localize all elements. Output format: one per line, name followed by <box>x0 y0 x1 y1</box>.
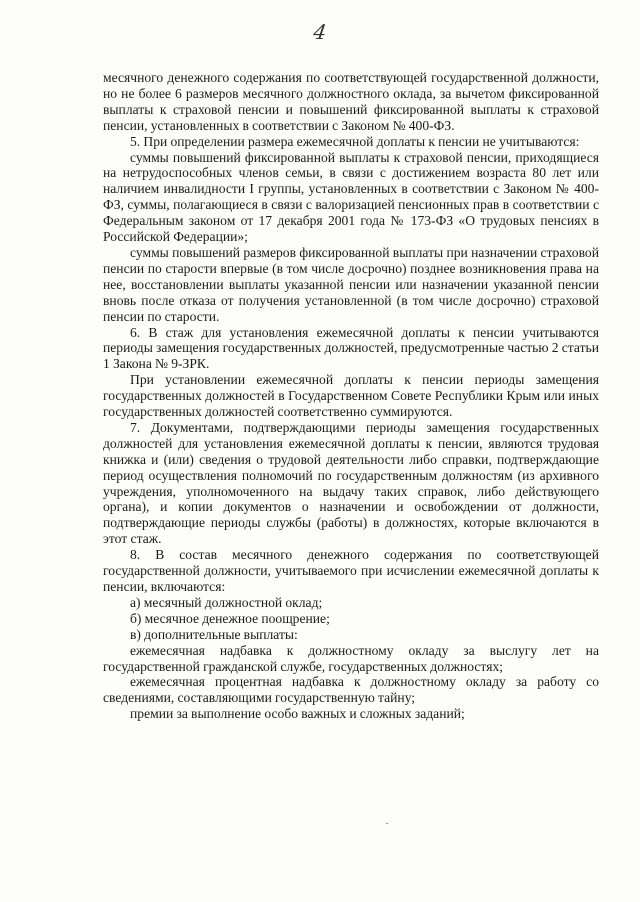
paragraph-item-7: 7. Документами, подтверждающими периоды замещения государственных должностей для установления ежемесячной доплаты к пенсии, являются трудовая книжка и (или) сведения о трудовой деятельности либо справки, подтверждающие период осуществления полномочий по государственным должностям (из архивного учреждения, уполномоченного на выдачу таких справок, либо действующего органа), и копии документов о назначении и освобождении от должности, подтверждающие периоды службы (работы) в должностях, которые включаются в этот стаж. <box>103 419 599 547</box>
paragraph-item-8: 8. В состав месячного денежного содержания по соответствующей государственной должности, учитываемого при исчислении ежемесячной доплаты к пенсии, включаются: <box>103 547 599 594</box>
paragraph-item-5-sub-1: суммы повышений фиксированной выплаты к страховой пенсии, приходящиеся на нетрудоспособных членов семьи, в связи с достижением возраста 80 лет или наличием инвалидности I группы, установленных в соответствии с Законом № 400-ФЗ, суммы, полагающиеся в связи с валоризацией пенсионных прав в соответствии с Федеральным законом от 17 декабря 2001 года № 173-ФЗ «О трудовых пенсиях в Российской Федерации»; <box>103 149 599 245</box>
list-item-v-sub-3: премии за выполнение особо важных и сложных заданий; <box>130 706 465 722</box>
paragraph-item-5-sub-2: суммы повышений размеров фиксированной выплаты при назначении страховой пенсии по старости впервые (в том числе досрочно) позднее возникновения права на нее, восстановлении выплаты указанной пенсии или назначении указанной пенсии вновь после отказа от получения установленной (в том числе досрочно) страховой пенсии по старости. <box>103 244 599 324</box>
paragraph-item-6: 6. В стаж для установления ежемесячной доплаты к пенсии учитываются периоды замещения государственных должностей, предусмотренные частью 2 статьи 1 Закона № 9-ЗРК. <box>103 324 599 372</box>
list-item-v-sub-1: ежемесячная надбавка к должностному окладу за выслугу лет на государственной гражданской службе, государственных должностях; <box>103 642 599 674</box>
paragraph-continuation: месячного денежного содержания по соответствующей государственной должности, но не более 6 размеров месячного должностного оклада, за вычетом фиксированной выплаты к страховой пенсии и повышений фиксированной выплаты к страховой пенсии, установленных в соответствии с Законом № 400-ФЗ. <box>103 70 599 133</box>
list-item-v: в) дополнительные выплаты: <box>130 626 298 642</box>
document-body <box>103 70 599 722</box>
paragraph-item-5: 5. При определении размера ежемесячной доплаты к пенсии не учитываются: <box>130 133 580 149</box>
paragraph-item-6-sub: При установлении ежемесячной доплаты к пенсии периоды замещения государственных должностей в Государственном Совете Республики Крым или иных государственных должностей соответственно суммируются. <box>103 372 599 420</box>
scan-speck <box>386 823 388 824</box>
list-item-b: б) месячное денежное поощрение; <box>130 610 330 626</box>
page-number: 4 <box>311 20 329 44</box>
list-item-v-sub-2: ежемесячная процентная надбавка к должностному окладу за работу со сведениями, составляющими государственную тайну; <box>103 674 599 706</box>
list-item-a: а) месячный должностной оклад; <box>130 594 323 610</box>
